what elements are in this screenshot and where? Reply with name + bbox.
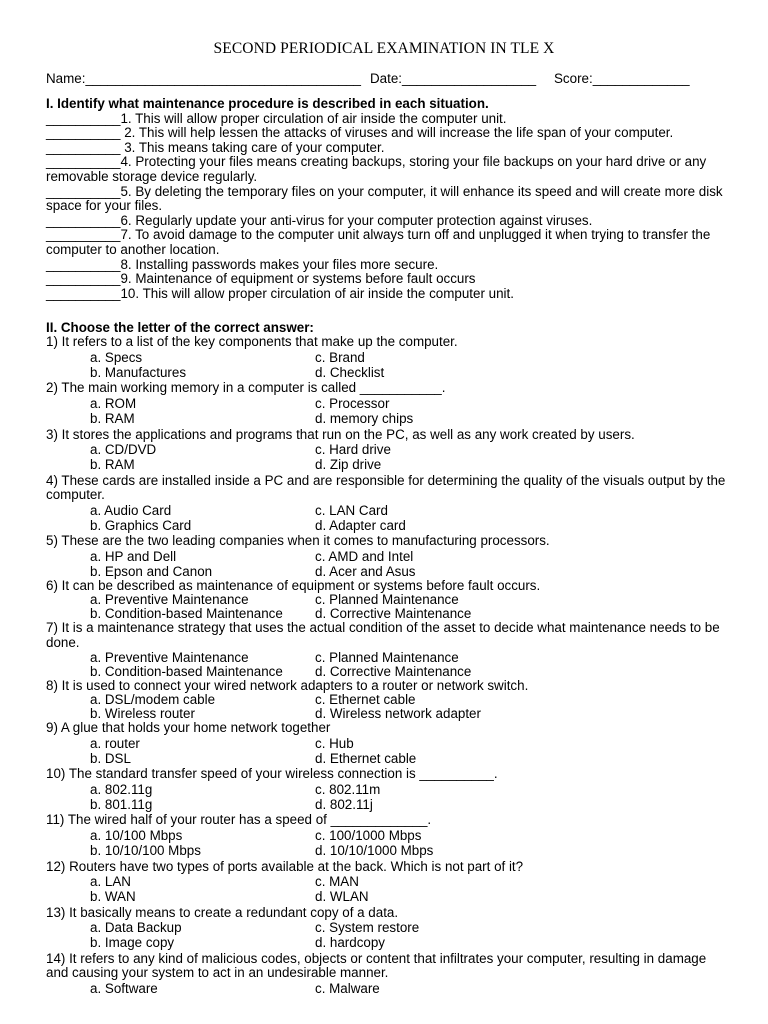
option-d: d. Wireless network adapter xyxy=(315,706,481,722)
section1-item: __________8. Installing passwords makes your files more secure. xyxy=(46,256,439,272)
question-5: 5) These are the two leading companies when it comes to manufacturing processors. xyxy=(46,533,550,549)
option-c: c. AMD and Intel xyxy=(315,548,414,564)
section1-item: __________10. This will allow proper circulation of air inside the computer unit. xyxy=(46,285,514,301)
option-a: a. 10/100 Mbps xyxy=(90,828,183,844)
option-b: b. Condition-based Maintenance xyxy=(90,606,283,622)
option-b: b. 801.11g xyxy=(90,796,153,812)
option-b: b. Condition-based Maintenance xyxy=(90,663,283,679)
exam-header xyxy=(46,71,726,87)
option-a: a. 802.11g xyxy=(90,781,153,797)
options-row xyxy=(46,518,726,535)
option-a: a. HP and Dell xyxy=(90,548,177,564)
options-row xyxy=(46,874,726,889)
options-row xyxy=(46,503,726,518)
option-c: c. Planned Maintenance xyxy=(315,649,459,665)
section1-item: __________ 2. This will help lessen the attacks of viruses and will increase the life span of your computer. xyxy=(46,125,674,141)
question-8: 8) It is used to connect your wired network adapters to a router or network switch. xyxy=(46,677,529,693)
option-d: d. Checklist xyxy=(315,364,385,380)
option-b: b. RAM xyxy=(90,411,135,426)
option-c: c. System restore xyxy=(315,920,420,936)
question-6: 6) It can be described as maintenance of equipment or systems before fault occurs. xyxy=(46,577,541,593)
option-d: d. memory chips xyxy=(315,411,414,426)
option-c: c. MAN xyxy=(315,874,359,890)
option-b: b. DSL xyxy=(90,750,131,766)
option-c: c. Hard drive xyxy=(315,442,391,458)
section1-item: __________5. By deleting the temporary files on your computer, it will enhance its speed and will create more disk space for your files. xyxy=(46,183,723,214)
options-row xyxy=(46,665,726,679)
option-c: c. Processor xyxy=(315,396,390,411)
question-12: 12) Routers have two types of ports available at the back. Which is not part of it? xyxy=(46,858,524,874)
option-d: d. Ethernet cable xyxy=(315,750,417,766)
section1-item: __________7. To avoid damage to the computer unit always turn off and unplugged it when trying to transfer the computer to another location. xyxy=(46,227,711,257)
options-row xyxy=(46,549,726,564)
section1-item: __________9. Maintenance of equipment or systems before fault occurs xyxy=(46,271,476,287)
options-row xyxy=(46,411,726,428)
option-a: a. Preventive Maintenance xyxy=(90,592,249,608)
option-b: b. Image copy xyxy=(90,935,175,951)
options-row xyxy=(46,707,726,721)
option-d: d. Adapter card xyxy=(315,517,406,533)
option-a: a. Data Backup xyxy=(90,920,182,936)
section2-title: II. Choose the letter of the correct answer: xyxy=(46,320,314,336)
option-d: d. Corrective Maintenance xyxy=(315,606,472,622)
option-c: c. Brand xyxy=(315,349,365,365)
option-a: a. DSL/modem cable xyxy=(90,692,216,708)
question-11: 11) The wired half of your router has a speed of _____________. xyxy=(46,812,432,828)
question-1: 1) It refers to a list of the key components that make up the computer. xyxy=(46,334,458,350)
question-13: 13) It basically means to create a redundant copy of a data. xyxy=(46,904,399,920)
options-row xyxy=(46,920,726,935)
option-c: c. 802.11m xyxy=(315,781,381,797)
option-b: b. RAM xyxy=(90,457,135,473)
exam-title: SECOND PERIODICAL EXAMINATION IN TLE X xyxy=(213,40,555,57)
option-a: a. Preventive Maintenance xyxy=(90,649,249,665)
question-2: 2) The main working memory in a computer is called ___________. xyxy=(46,380,446,396)
question-10: 10) The standard transfer speed of your wireless connection is __________. xyxy=(46,766,498,782)
option-b: b. WAN xyxy=(90,889,136,905)
option-c: c. LAN Card xyxy=(315,502,388,518)
section1-item: __________6. Regularly update your anti-virus for your computer protection against viruses. xyxy=(46,212,593,228)
option-a: a. Specs xyxy=(90,349,143,365)
option-c: c. Planned Maintenance xyxy=(315,592,459,608)
option-c: c. Hub xyxy=(315,735,354,751)
options-row xyxy=(46,457,726,474)
date-field: Date:__________________ xyxy=(370,71,537,86)
options-row xyxy=(46,564,726,579)
option-b: b. Wireless router xyxy=(90,706,195,722)
option-a: a. LAN xyxy=(90,874,131,890)
section1-item: __________ 3. This means taking care of your computer. xyxy=(46,139,385,155)
question-4: 4) These cards are installed inside a PC and are responsible for determining the quality of the visuals output by the computer. xyxy=(46,472,726,503)
option-b: b. Graphics Card xyxy=(90,517,192,533)
option-a: a. Software xyxy=(90,980,158,996)
options-row xyxy=(46,751,726,768)
option-d: d. hardcopy xyxy=(315,935,385,951)
options-row xyxy=(46,736,726,751)
options-row xyxy=(46,935,726,952)
score-field: Score:_____________ xyxy=(554,71,690,86)
option-d: d. WLAN xyxy=(315,889,369,905)
question-3: 3) It stores the applications and programs that run on the PC, as well as any work created by users. xyxy=(46,426,635,442)
options-row xyxy=(46,607,726,621)
exam-content xyxy=(46,97,726,996)
options-row xyxy=(46,797,726,814)
option-c: c. 100/1000 Mbps xyxy=(315,828,422,844)
question-7: 7) It is a maintenance strategy that uses the actual condition of the asset to decide what maintenance needs to be done. xyxy=(46,620,720,651)
option-a: a. Audio Card xyxy=(90,502,172,518)
section1-item: __________1. This will allow proper circulation of air inside the computer unit. xyxy=(46,110,507,126)
option-d: d. 802.11j xyxy=(315,796,373,812)
option-a: a. CD/DVD xyxy=(90,442,157,458)
option-a: a. router xyxy=(90,735,140,751)
option-c: c. Malware xyxy=(315,980,380,996)
options-row xyxy=(46,693,726,707)
options-row xyxy=(46,981,726,996)
question-14: 14) It refers to any kind of malicious codes, objects or content that infiltrates your computer, resulting in damage and causing your system to act in an undesirable manner. xyxy=(46,950,707,981)
options-row xyxy=(46,889,726,906)
options-row xyxy=(46,828,726,843)
option-c: c. Ethernet cable xyxy=(315,692,416,708)
option-d: d. Corrective Maintenance xyxy=(315,663,472,679)
options-row xyxy=(46,365,726,382)
question-9: 9) A glue that holds your home network together xyxy=(46,720,331,736)
option-d: d. Zip drive xyxy=(315,457,382,473)
name-field: Name:_____________________________________ xyxy=(46,71,361,86)
option-b: b. Manufactures xyxy=(90,364,187,380)
section1-items xyxy=(46,112,726,302)
options-row xyxy=(46,350,726,365)
options-row xyxy=(46,593,726,607)
option-d: d. 10/10/1000 Mbps xyxy=(315,843,434,859)
section1-item: __________4. Protecting your files means creating backups, storing your file backups on your hard drive or any removable storage device regularly. xyxy=(46,154,707,184)
section-gap xyxy=(46,301,726,320)
options-row xyxy=(46,396,726,411)
option-b: b. Epson and Canon xyxy=(90,563,213,579)
options-row xyxy=(46,782,726,797)
options-row xyxy=(46,651,726,665)
option-d: d. Acer and Asus xyxy=(315,563,416,579)
option-a: a. ROM xyxy=(90,396,137,411)
options-row xyxy=(46,843,726,860)
options-row xyxy=(46,442,726,457)
option-b: b. 10/10/100 Mbps xyxy=(90,843,201,859)
section1-title: I. Identify what maintenance procedure is described in each situation. xyxy=(46,96,489,111)
